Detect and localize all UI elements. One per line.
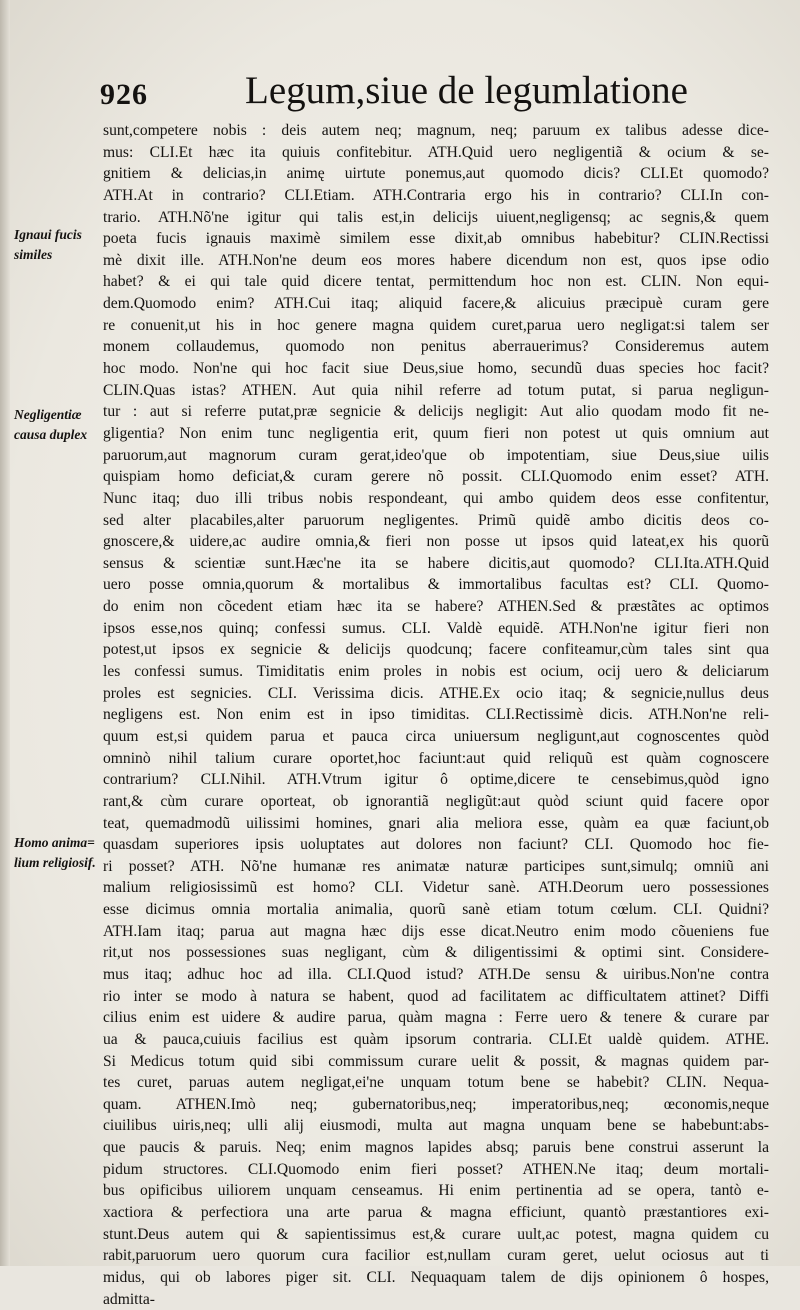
text-line: uero posse omnia,quorum & mortalibus & immortalibus facultas est? CLI. Quomo-	[103, 576, 769, 594]
text-line: gligentia? Non enim tunc negligentia erit, quum fieri non potest ut quis omnium aut	[103, 424, 769, 442]
text-line: trario. ATH.Nõ'ne igitur qui talis est,in delicijs uiuent,negligensq; ac segnis,& quem	[103, 208, 769, 226]
text-line: midus, qui ob labores piger sit. CLI. Nequaquam talem de dijs opinionem ô hospes,	[103, 1268, 769, 1286]
text-line: quam. ATHEN.Imò neq; gubernatoribus,neq; imperatoribus,neq; œconomis,neque	[103, 1095, 769, 1113]
page-number: 926	[100, 78, 148, 111]
text-line: ipsos esse,nos quinq; confessi sumus. CLI. Valdè equidẽ. ATH.Non'ne igitur fieri non	[103, 619, 769, 637]
text-line: mus itaq; adhuc hoc ad illa. CLI.Quod istud? ATH.De sensu & uiribus.Non'ne contra	[103, 965, 769, 983]
text-line: quum est,si quidem parua et pauca circa uniuersum negligunt,aut cognoscentes quòd	[103, 727, 769, 745]
text-line: admitta-	[103, 1290, 155, 1308]
text-line: pidum structores. CLI.Quomodo enim fieri posset? ATHEN.Ne itaq; deum mortali-	[103, 1160, 769, 1178]
text-line: rabit,paruorum uero quorum cura facilior est,nullam curam geret, uelut ociosus aut ti	[103, 1247, 769, 1265]
text-line: mè dixit ille. ATH.Non'ne deum eos mores habere dicendum non est, quos ipse odio	[103, 251, 769, 269]
text-line: tur : aut si referre putat,præ segnicie & delicijs negligit: Aut alio quodam modo fit ne-	[103, 403, 769, 421]
margin-note-line: causa duplex	[14, 427, 88, 442]
text-line: stunt.Deus autem qui & sapientissimus est,& curare uult,ac potest, magna quidem cu	[103, 1225, 769, 1243]
text-line: contrarium? CLI.Nihil. ATH.Vtrum igitur ô optime,dicere te censebimus,quòd igno	[103, 771, 769, 789]
text-line: mus: CLI.Et hæc ita quiuis confitebitur. ATH.Quid uero negligentiã & ocium & se-	[103, 143, 769, 161]
text-line: teat, quemadmodũ uilissimi homines, gnari alia meliora esse, quàm ea quæ faciunt,ob	[103, 814, 769, 832]
margin-note-homo	[14, 833, 98, 873]
text-line: ua & pauca,cuiuis facilius est quàm ipsorum contraria. CLI.Et ualdè quidem. ATHE.	[103, 1030, 769, 1048]
text-line: sed alter placabiles,alter paruorum negligentes. Primũ quidẽ ambo dicitis deos co-	[103, 511, 769, 529]
text-line: omninò nihil talium curare oportet,hoc faciunt:aut quid reliquũ est quàm cognoscere	[103, 749, 769, 767]
text-line: ATH.Iam itaq; parua aut magna hæc dijs esse dicat.Neutro enim modo cõueniens fue	[103, 922, 769, 940]
text-line: les confessi sumus. Timiditatis enim proles in nobis est ocium, ocij uero & deliciarum	[103, 663, 769, 681]
text-line: quasdam superiores ipsis uoluptates aut dolores non faciunt? CLI. Quomodo hoc fie-	[103, 836, 769, 854]
margin-note-ignavi	[14, 225, 98, 265]
text-line: paruorum,aut magnorum curam gerat,ideo'que ob impotentiam, siue Deus,siue uilis	[103, 446, 769, 464]
margin-note-line: Homo anima=	[14, 835, 95, 850]
text-line: que paucis & paruis. Neq; enim magnos lapides absq; paruis bene construi asserunt la	[103, 1139, 769, 1157]
text-line: Nunc itaq; duo illi tribus nobis respondeant, qui ambo quidem deos esse confitentur,	[103, 489, 769, 507]
text-line: habet? & ei qui tale quid dicere tentat, permittendum hoc non est. CLIN. Non equi-	[103, 273, 769, 291]
text-line: monem collaudemus, quomodo non penitus aberrauerimus? Consideremus autem	[103, 338, 769, 356]
text-line: ciuilibus uiris,neq; ulli alij eiusmodi, multa aut magna unquam bene se habebunt:abs-	[103, 1117, 769, 1135]
running-title: Legum,siue de legumlatione	[245, 69, 688, 112]
page-edge-shadow	[0, 0, 10, 1266]
text-line: rio inter se modo à natura se habent, quod ad facilitatem ac difficultatem attinet? Diffi	[103, 987, 769, 1005]
text-line: xactiora & perfectiora una arte parua & magna efficiunt, quantò præstantiores exi-	[103, 1204, 769, 1222]
text-line: gnoscere,& uidere,ac audire omnia,& fieri non posse ut ipsos quid lateat,ex his quorũ	[103, 533, 769, 551]
text-line: poeta fucis ignauis maximè similem esse dixit,ab omnibus habebitur? CLIN.Rectissi	[103, 230, 769, 248]
text-line: gnitiem & delicias,in animę uirtute ponemus,aut quomodo dicis? CLI.Et quomodo?	[103, 165, 769, 183]
margin-note-line: lium religiosif.	[14, 855, 96, 870]
text-line: cilius enim est uidere & audire parua, quàm magna : Ferre uero & tenere & curare par	[103, 1009, 769, 1027]
text-line: esse dicimus omnia mortalia animalia, quorũ sanè etiam totum cœlum. CLI. Quidni?	[103, 901, 769, 919]
text-line: rit,ut nos possessiones suas negligant, cùm & diligentissimi & optimi sint. Considere-	[103, 944, 769, 962]
text-line: quispiam homo deficiat,& curam gerere nõ possit. CLI.Quomodo enim esset? ATH.	[103, 468, 769, 486]
text-line: ri posset? ATH. Nõ'ne humanæ res animatæ naturæ participes sunt,simulq; omniũ ani	[103, 857, 769, 875]
text-line: do enim non cõcedent etiam hæc ita se habere? ATHEN.Sed & præstãtes ac optimos	[103, 598, 769, 616]
margin-note-negligentia	[14, 405, 98, 445]
text-line: hoc modo. Non'ne qui hoc facit siue Deus,siue homo, secundũ duas species hoc facit?	[103, 360, 769, 378]
margin-note-line: similes	[14, 247, 53, 262]
body-text	[103, 120, 769, 1310]
text-line: dem.Quomodo enim? ATH.Cui itaq; aliquid facere,& alicuius præcipuè curam gere	[103, 295, 769, 313]
text-line: Si Medicus totum quid sibi commissum curare uelit & possit, & magnas quidem par-	[103, 1052, 769, 1070]
text-line: sensus & scientiæ sunt.Hæc'ne ita se habere dicitis,aut quomodo? CLI.Ita.ATH.Quid	[103, 554, 769, 572]
text-line: bus opificibus uiliorem unquam censeamus. Hi enim pertinentia ad se opera, tantò e-	[103, 1182, 769, 1200]
text-line: negligens est. Non enim est in ipso timiditas. CLI.Rectissimè dicis. ATH.Non'ne reli-	[103, 706, 769, 724]
text-line: ATH.At in contrario? CLI.Etiam. ATH.Contraria ergo his in contrario? CLI.In con-	[103, 186, 769, 204]
text-line: tes curet, paruas autem negligat,ei'ne unquam totum bene se habebit? CLIN. Nequa-	[103, 1074, 769, 1092]
text-line: rant,& cùm curare oporteat, ob ignorantiã negligũt:aut quòd sciunt quid facere opor	[103, 792, 769, 810]
page-header	[100, 68, 688, 120]
text-line: malium religiosissimũ est homo? CLI. Videtur sanè. ATH.Deorum uero possessiones	[103, 879, 769, 897]
text-line: potest,ut ipsos ex segnicie & delicijs quodcunq; facere confiteamur,cùm tales sint qua	[103, 641, 769, 659]
text-line: CLIN.Quas istas? ATHEN. Aut quia nihil referre ad totum putat, si parua negligun-	[103, 381, 769, 399]
text-line: sunt,competere nobis : deis autem neq; magnum, neq; paruum ex talibus adesse dice-	[103, 122, 769, 139]
text-line: re conuenit,ut his in hoc genere magna quidem curet,parua uero negligat:si talem ser	[103, 316, 769, 334]
margin-note-line: Negligentiæ	[14, 407, 82, 422]
text-line: proles est segnicies. CLI. Verissima dicis. ATHE.Ex ocio itaq; & segnicie,nullus deus	[103, 684, 769, 702]
margin-note-line: Ignaui fucis	[14, 227, 82, 242]
